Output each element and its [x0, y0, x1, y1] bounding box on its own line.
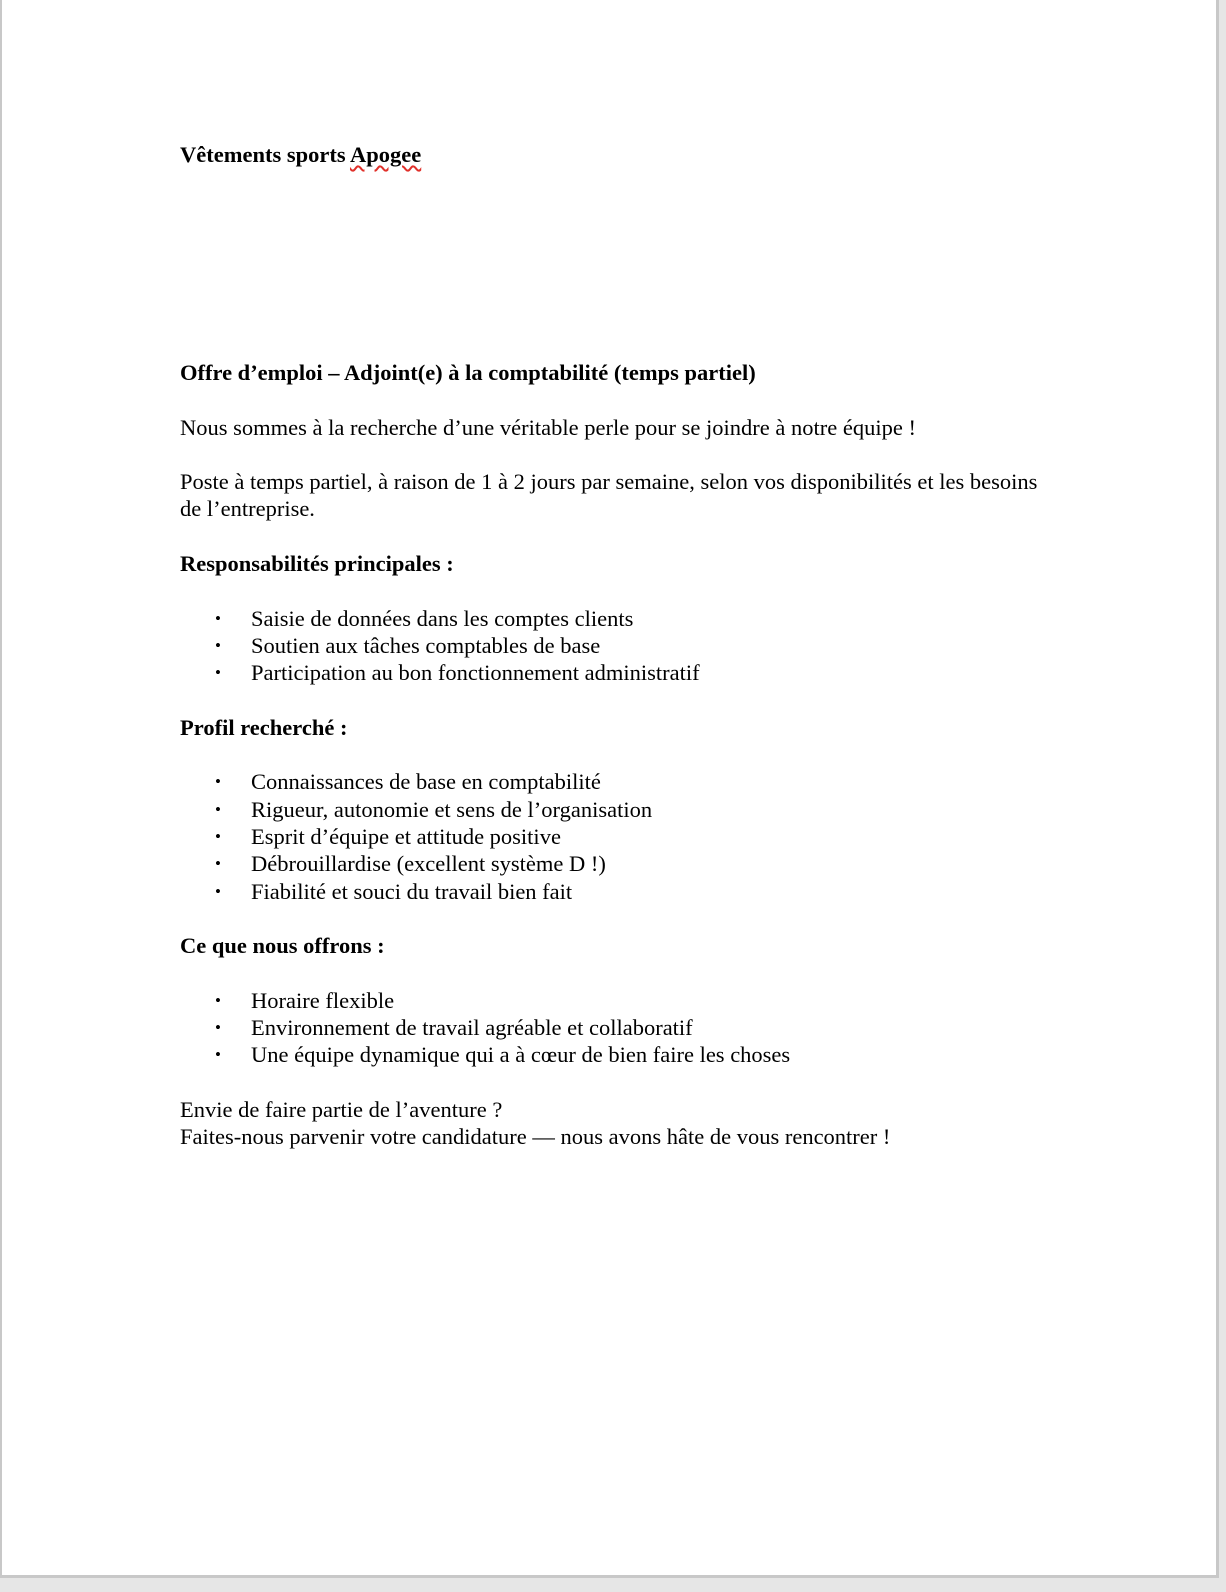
bullet-icon: • — [215, 854, 221, 874]
bullet-icon: • — [215, 663, 221, 683]
list-item: • Horaire flexible — [215, 987, 395, 1013]
closing-paragraph — [180, 1096, 1040, 1151]
closing-line: Faites-nous parvenir votre candidature — nous avons hâte de vous rencontrer ! — [180, 1124, 891, 1150]
intro-paragraph: Nous sommes à la recherche d’une véritable perle pour se joindre à notre équipe ! — [180, 414, 916, 440]
list-item: • Environnement de travail agréable et collaboratif — [215, 1015, 693, 1041]
bullet-icon: • — [215, 1018, 221, 1038]
section-heading-responsibilities: Responsabilités principales : — [180, 551, 454, 577]
profile-list — [180, 768, 1040, 904]
bullet-icon: • — [215, 827, 221, 847]
company-name-prefix: Vêtements sports — [180, 142, 350, 167]
schedule-paragraph: Poste à temps partiel, à raison de 1 à 2 jours par semaine, selon vos disponibilités et les besoins de l’entreprise. — [180, 469, 1038, 522]
bullet-icon: • — [215, 1045, 221, 1065]
list-item: • Débrouillardise (excellent système D !) — [215, 851, 606, 877]
bullet-icon: • — [215, 772, 221, 792]
misspelled-word[interactable]: Apogee — [349, 142, 422, 167]
closing-line: Envie de faire partie de l’aventure ? — [180, 1097, 503, 1123]
job-title: Offre d’emploi – Adjoint(e) à la comptabilité (temps partiel) — [180, 360, 756, 385]
offer-list — [180, 987, 1040, 1069]
responsibilities-list — [180, 605, 1040, 687]
list-item: • Soutien aux tâches comptables de base — [215, 632, 601, 658]
list-item: • Participation au bon fonctionnement administratif — [215, 660, 700, 686]
list-item: • Rigueur, autonomie et sens de l’organisation — [215, 796, 653, 822]
section-heading-offer: Ce que nous offrons : — [180, 933, 385, 959]
list-item: • Connaissances de base en comptabilité — [215, 769, 601, 795]
bullet-icon: • — [215, 799, 221, 819]
bullet-icon: • — [215, 881, 221, 901]
list-item: • Esprit d’équipe et attitude positive — [215, 824, 561, 850]
bullet-icon: • — [215, 608, 221, 628]
company-name — [180, 141, 421, 168]
list-item: • Fiabilité et souci du travail bien fait — [215, 878, 573, 904]
list-item: • Saisie de données dans les comptes clients — [215, 605, 634, 631]
list-item: • Une équipe dynamique qui a à cœur de bien faire les choses — [215, 1042, 791, 1068]
section-heading-profile: Profil recherché : — [180, 714, 348, 740]
job-posting — [180, 359, 1040, 1151]
bullet-icon: • — [215, 990, 221, 1010]
bullet-icon: • — [215, 635, 221, 655]
